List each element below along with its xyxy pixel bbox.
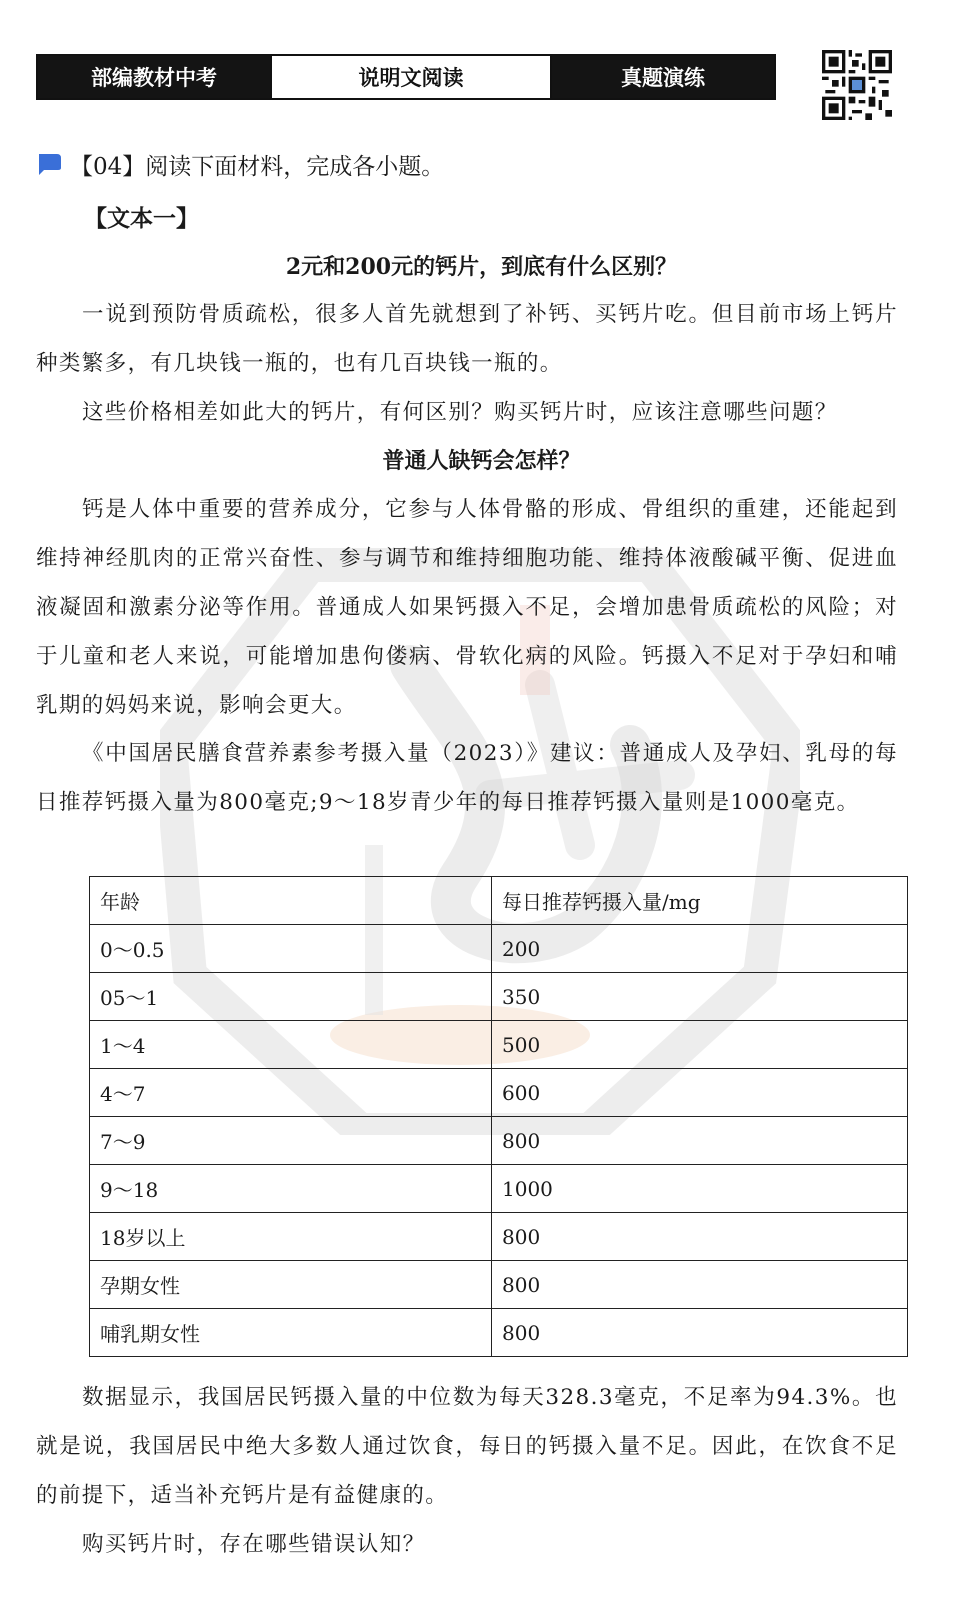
table-header-intake: 每日推荐钙摄入量/mg [492,877,908,925]
paragraph-2: 这些价格相差如此大的钙片，有何区别？购买钙片时，应该注意哪些问题？ [82,400,838,425]
table-cell-intake: 800 [492,1309,908,1357]
table-cell-intake: 500 [492,1021,908,1069]
paragraph-3: 钙是人体中重要的营养成分，它参与人体骨骼的形成、骨组织的重建，还能起到维持神经肌肉的正常兴奋性、参与调节和维持细胞功能、维持体液酸碱平衡、促进血液凝固和激素分泌等作用。普通成人如果钙摄入不足，会增加患骨质疏松的风险；对于儿童和老人来说，可能增加患佝偻病、骨软化病的风险。钙摄入不足对于孕妇和哺乳期的妈妈来说，影响会更大。 [36,497,898,718]
question-line [36,146,444,182]
table-cell-age: 0～0.5 [90,925,492,973]
header-right-cell: 真题演练 [552,56,774,98]
text-one-label: 【文本一】 [84,205,199,232]
table-row [90,925,908,973]
header-bar [36,54,776,100]
table-cell-intake: 800 [492,1261,908,1309]
paragraph-5: 数据显示，我国居民钙摄入量的中位数为每天328.3毫克，不足率为94.3%。也就是说，我国居民中绝大多数人通过饮食，每日的钙摄入量不足。因此，在饮食不足的前提下，适当补充钙片是有益健康的。 [36,1385,898,1508]
blue-flag-icon [36,152,62,176]
table-cell-intake: 350 [492,973,908,1021]
table-header-age: 年龄 [90,877,492,925]
table-row [90,1165,908,1213]
table-cell-age: 孕期女性 [90,1261,492,1309]
header-center-cell: 说明文阅读 [270,56,552,98]
table-cell-age: 05～1 [90,973,492,1021]
table-row [90,1261,908,1309]
table-header-row [90,877,908,925]
paragraph-6: 购买钙片时，存在哪些错误认知？ [82,1532,426,1557]
paragraph-1: 一说到预防骨质疏松，很多人首先就想到了补钙、买钙片吃。但目前市场上钙片种类繁多，有几块钱一瓶的，也有几百块钱一瓶的。 [36,302,898,376]
table-cell-intake: 600 [492,1069,908,1117]
table-cell-age: 1～4 [90,1021,492,1069]
table-row [90,1309,908,1357]
table-cell-intake: 200 [492,925,908,973]
paragraph-4: 《中国居民膳食营养素参考摄入量（2023）》建议：普通成人及孕妇、乳母的每日推荐钙摄入量为800毫克;9～18岁青少年的每日推荐钙摄入量则是1000毫克。 [36,741,898,815]
section-subtitle: 普通人缺钙会怎样？ [382,448,581,474]
table-cell-intake: 1000 [492,1165,908,1213]
table-cell-intake: 800 [492,1213,908,1261]
table-row [90,1069,908,1117]
table-cell-age: 9～18 [90,1165,492,1213]
article-title: 2元和200元的钙片，到底有什么区别？ [285,254,678,280]
calcium-intake-table [89,876,908,1357]
table-cell-age: 7～9 [90,1117,492,1165]
question-text: 【04】阅读下面材料，完成各小题。 [70,153,445,180]
header-left-cell: 部编教材中考 [38,56,270,98]
table-row [90,1021,908,1069]
table-cell-age: 4～7 [90,1069,492,1117]
table-cell-age: 哺乳期女性 [90,1309,492,1357]
table-cell-intake: 800 [492,1117,908,1165]
table-row [90,1117,908,1165]
table-row [90,1213,908,1261]
table-row [90,973,908,1021]
table-cell-age: 18岁以上 [90,1213,492,1261]
qr-code-icon[interactable] [822,50,892,120]
